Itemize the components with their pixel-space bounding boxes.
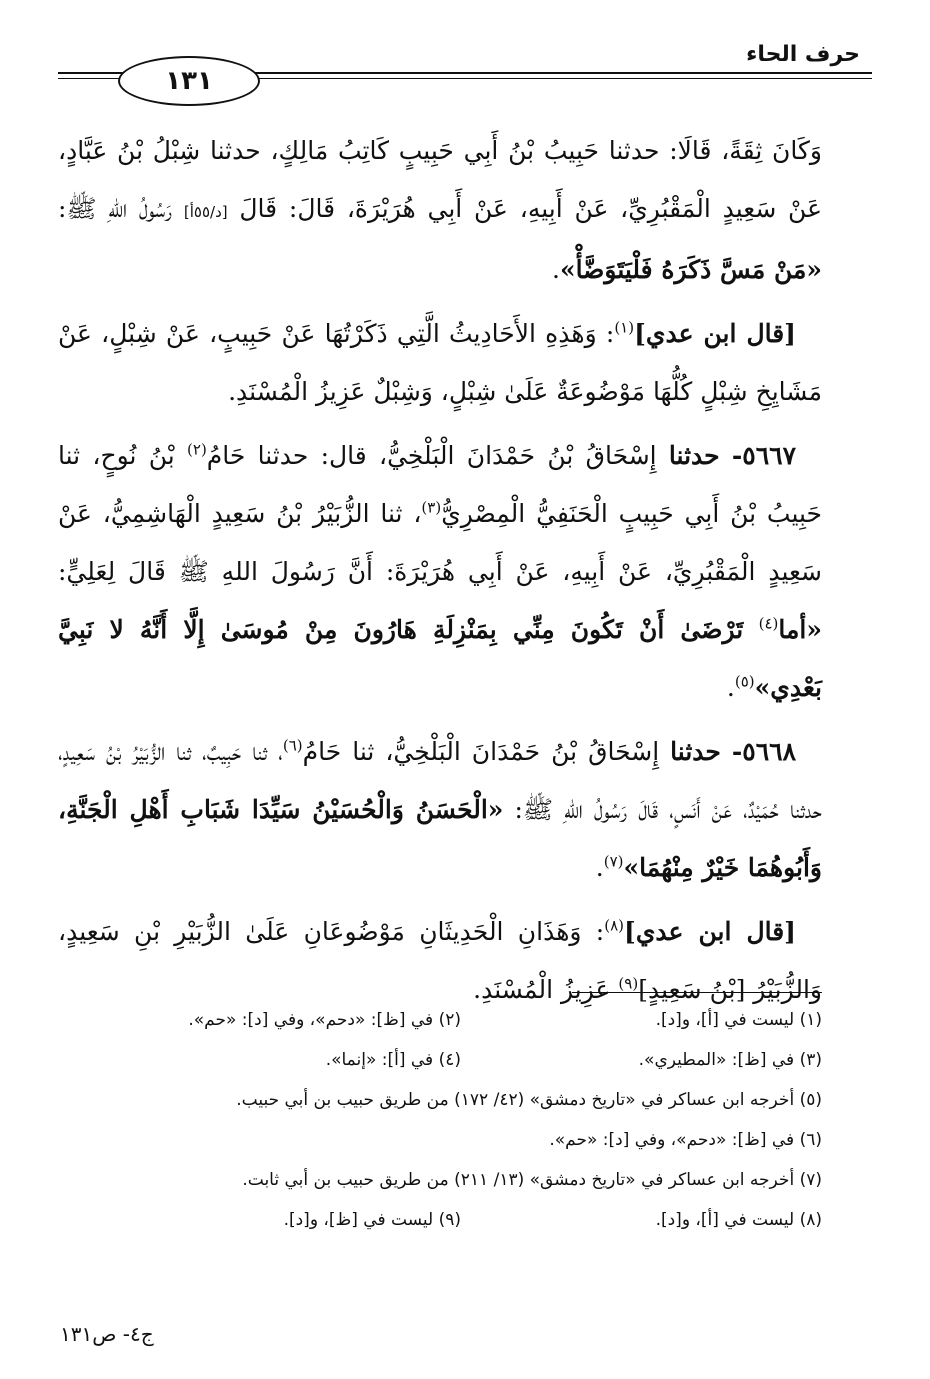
hadith-text: «مَنْ مَسَّ ذَكَرَهُ فَلْيَتَوَضَّأْ» bbox=[559, 255, 822, 284]
hadith-5667: ٥٦٦٧- حدثنا إِسْحَاقُ بْنُ حَمْدَانَ الْبَلْخِيُّ، قال: حدثنا حَامُ$^{(٢)}$ بْنُ نُوحٍ، ثنا حَبِيبُ بْنُ أَبِي حَبِيبٍ الْحَنَفِيُّ الْمِصْرِيُّ$^{(٣)}$، ثنا الزُّبَيْرُ بْنُ سَعِيدٍ الْهَاشِمِيُّ، عَنْ سَعِيدٍ الْمَقْبُرِيِّ، عَنْ أَبِيهِ، عَنْ أَبِي هُرَيْرَةَ: أَنَّ رَسُولَ اللهِ ﷺ قَالَ لِعَلِيٍّ: «أما$^{(٤)}$ تَرْضَىٰ أَنْ تَكُونَ مِنِّي بِمَنْزِلَةِ هَارُونَ مِنْ مُوسَىٰ إِلَّا أَنَّهُ لا نَبِيَّ بَعْدِي»$^{(٥)}$. bbox=[58, 440, 822, 702]
hadith-5668: ٥٦٦٨- حدثنا إِسْحَاقُ بْنُ حَمْدَانَ الْبَلْخِيُّ، ثنا حَامُ$^{(٦)}$، ثنا حَبِيبٌ، ثنا الزُّبَيْرُ بْنُ سَعِيدٍ، حدثنا حُمَيْدٌ، عَنْ أَنَسٍ، قَالَ رَسُولُ اللهِ ﷺ: «الْحَسَنُ وَالْحُسَيْنُ سَيِّدَا شَبَابِ أَهْلِ الْجَنَّةِ، وَأَبُوهُمَا خَيْرٌ مِنْهُمَا»$^{(٧)}$. bbox=[58, 736, 823, 882]
hadith-text: تَرْضَىٰ أَنْ تَكُونَ مِنِّي بِمَنْزِلَةِ هَارُونَ مِنْ مُوسَىٰ إِلَّا أَنَّهُ لا نَبِيَّ بَعْدِي» bbox=[58, 615, 822, 702]
running-header bbox=[58, 38, 872, 108]
folio-marker: [د/٥٥أ] bbox=[183, 203, 228, 221]
hadith-number: ٥٦٦٨- bbox=[731, 737, 796, 766]
footnote-ref: (٧) bbox=[603, 852, 624, 871]
paragraph-5: [قال ابن عدي]$^{(٨)}$: وَهَذَانِ الْحَدِيثَانِ مَوْضُوعَانِ عَلَىٰ الزُّبَيْرِ بْنِ سَعِيدٍ، وَالزُّبَيْرُ [بْنُ سَعِيدٍ]$^{(٩)}$ عَزِيزُ الْمُسْنَدِ. bbox=[58, 916, 822, 1004]
footnote-ref: (٨) bbox=[604, 916, 624, 935]
footnote-5: (٥) أخرجه ابن عساكر في «تاريخ دمشق» (٤٢/ ١٧٢) من طريق حبيب بن أبي حبيب. bbox=[236, 1090, 822, 1110]
footnote-ref: (١) bbox=[614, 318, 635, 337]
footnote-ref: (٢) bbox=[187, 440, 207, 459]
footnote-1: (١) ليست في [أ]، و[د]. bbox=[655, 1010, 822, 1030]
footnote-2: (٢) في [ظ]: «دحم»، وفي [د]: «حم». bbox=[188, 1010, 461, 1030]
footnote-3: (٣) في [ظ]: «المطيري». bbox=[638, 1050, 822, 1070]
footnotes bbox=[100, 1000, 822, 1240]
paragraph-2: [قال ابن عدي]$^{(١)}$: وَهَذِهِ الأَحَادِيثُ الَّتِي ذَكَرْتُهَا عَنْ حَبِيبٍ، عَنْ شِبْلٍ، عَنْ مَشَايِخِ شِبْلٍ كُلُّهَا مَوْضُوعَةٌ عَلَىٰ شِبْلٍ، وَشِبْلٌ عَزِيزُ الْمُسْنَدِ. bbox=[58, 318, 822, 406]
hadith-number: ٥٦٦٧- bbox=[731, 441, 796, 470]
editor-label: [قال ابن عدي] bbox=[623, 917, 797, 946]
footnote-7: (٧) أخرجه ابن عساكر في «تاريخ دمشق» (١٣/ ٢١١) من طريق حبيب بن أبي ثابت. bbox=[242, 1170, 822, 1190]
volume-page-reference: ج٤- ص١٣١ bbox=[60, 1322, 154, 1346]
hadith-text: «الْحَسَنُ وَالْحُسَيْنُ سَيِّدَا شَبَابِ أَهْلِ الْجَنَّةِ، وَأَبُوهُمَا خَيْرٌ مِنْهُمَا» bbox=[58, 795, 822, 882]
footnote-ref: (٣) bbox=[421, 498, 442, 517]
footnote-separator bbox=[572, 992, 822, 993]
main-text bbox=[58, 122, 822, 1025]
footnote-4: (٤) في [أ]: «إنما». bbox=[325, 1050, 461, 1070]
footnote-ref: (٩) bbox=[618, 974, 639, 993]
footnote-ref: (٥) bbox=[734, 672, 755, 691]
footnote-8: (٨) ليست في [أ]، و[د]. bbox=[655, 1210, 822, 1230]
footnote-ref: (٤) bbox=[758, 614, 779, 633]
paragraph-1: وَكَانَ ثِقَةً، قَالَا: حدثنا حَبِيبُ بْنُ أَبِي حَبِيبٍ كَاتِبُ مَالِكٍ، حدثنا شِبْلُ بْنُ عَبَّادٍ، عَنْ سَعِيدٍ الْمَقْبُرِيِّ، عَنْ أَبِيهِ، عَنْ أَبِي هُرَيْرَةَ، قَالَ: قَالَ [د/٥٥أ] رَسُولُ اللهِ ﷺ: «مَنْ مَسَّ ذَكَرَهُ فَلْيَتَوَضَّأْ». bbox=[58, 136, 822, 284]
footnote-ref: (٦) bbox=[282, 736, 303, 755]
page-number-badge: ١٣١ bbox=[118, 56, 260, 106]
footnote-9: (٩) ليست في [ظ]، و[د]. bbox=[283, 1210, 461, 1230]
chapter-title: حرف الحاء bbox=[746, 42, 860, 67]
footnote-6: (٦) في [ظ]: «دحم»، وفي [د]: «حم». bbox=[549, 1130, 822, 1150]
editor-label: [قال ابن عدي] bbox=[634, 319, 797, 348]
